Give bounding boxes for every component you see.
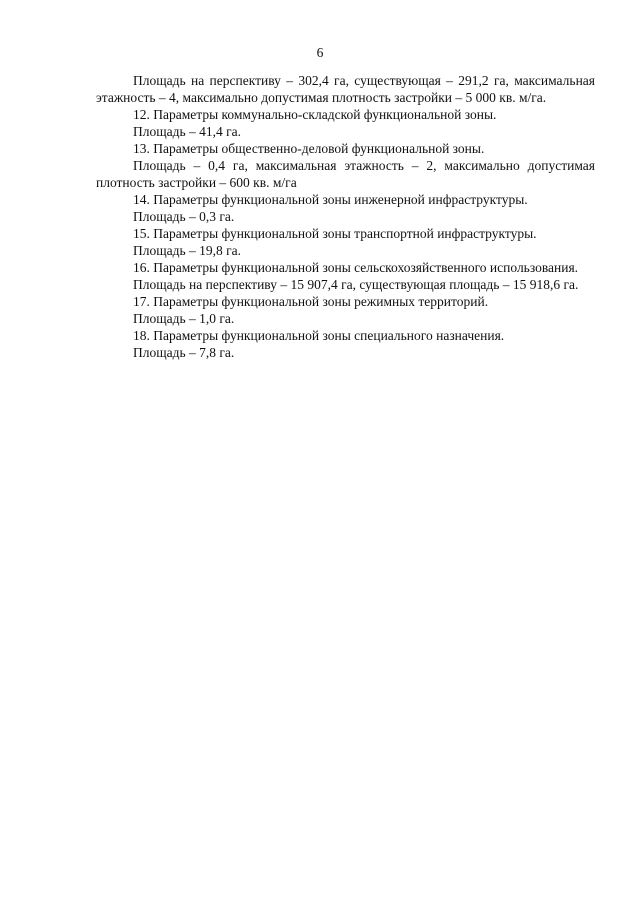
paragraph-heading-zone-12: 12. Параметры коммунально-складской функциональной зоны. bbox=[133, 107, 497, 122]
paragraph-area-zone-14: Площадь – 0,3 га. bbox=[133, 209, 235, 224]
paragraph-heading-zone-17: 17. Параметры функциональной зоны режимных территорий. bbox=[133, 294, 489, 309]
paragraph-heading-zone-14: 14. Параметры функциональной зоны инженерной инфраструктуры. bbox=[133, 192, 528, 207]
paragraph-heading-zone-15: 15. Параметры функциональной зоны транспортной инфраструктуры. bbox=[133, 226, 537, 241]
paragraph-heading-zone-13: 13. Параметры общественно-деловой функциональной зоны. bbox=[133, 141, 485, 156]
paragraph-area-zone-17: Площадь – 1,0 га. bbox=[133, 311, 235, 326]
paragraph-zone-area-details: Площадь на перспективу – 302,4 га, существующая – 291,2 га, максимальная этажность – 4, максимально допустимая плотность застройки – 5 000 кв. м/га. bbox=[96, 73, 595, 105]
paragraph-heading-zone-16: 16. Параметры функциональной зоны сельскохозяйственного использования. bbox=[133, 260, 579, 275]
page-number: 6 bbox=[316, 45, 324, 60]
paragraph-area-zone-15: Площадь – 19,8 га. bbox=[133, 243, 242, 258]
paragraph-area-zone-18: Площадь – 7,8 га. bbox=[133, 345, 235, 360]
paragraph-area-zone-12: Площадь – 41,4 га. bbox=[133, 124, 242, 139]
paragraph-area-zone-13: Площадь – 0,4 га, максимальная этажность – 2, максимально допустимая плотность застройки – 600 кв. м/га bbox=[96, 158, 595, 190]
paragraph-heading-zone-18: 18. Параметры функциональной зоны специального назначения. bbox=[133, 328, 505, 343]
document-body bbox=[96, 72, 595, 361]
paragraph-area-zone-16: Площадь на перспективу – 15 907,4 га, существующая площадь – 15 918,6 га. bbox=[133, 277, 579, 292]
